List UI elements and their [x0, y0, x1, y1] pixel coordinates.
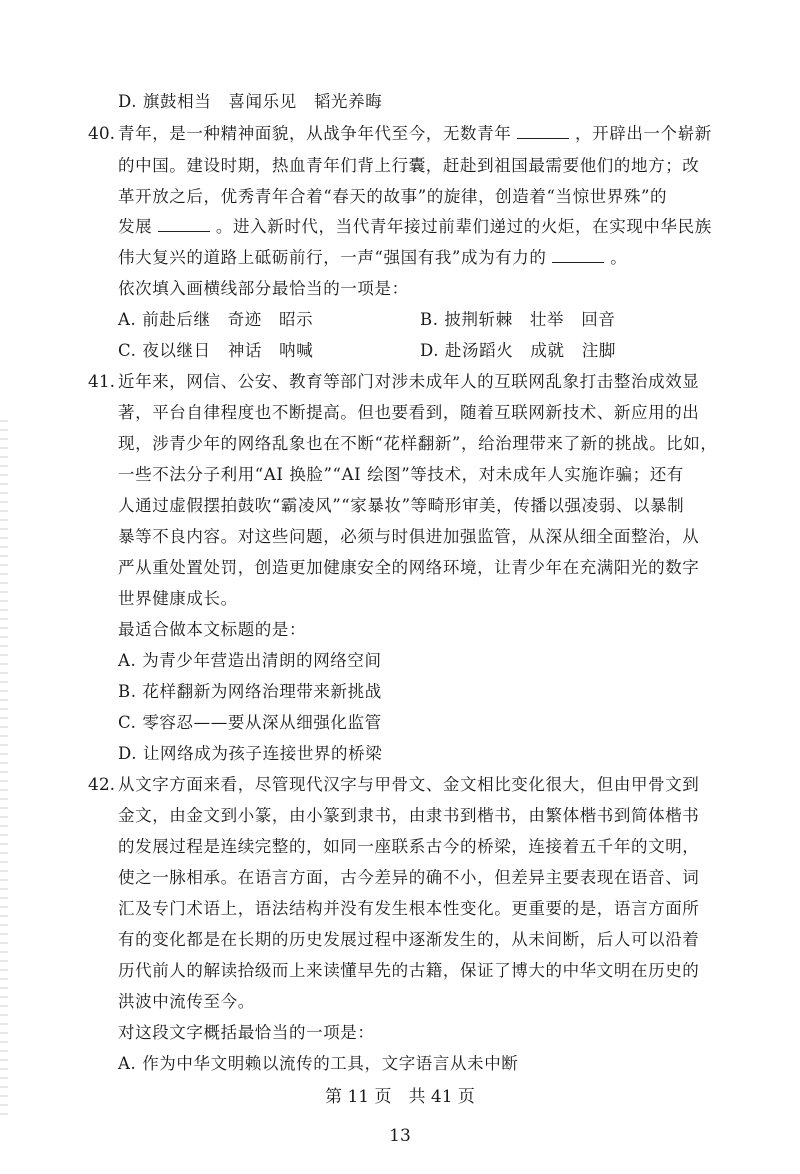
q42-prompt: 对这段文字概括最恰当的一项是： [118, 1023, 375, 1042]
q42-line: 使之一脉相承。在语言方面，古今差异的确不小，但差异主要表现在语音、词 [118, 868, 700, 887]
q42-line: 从文字方面来看，尽管现代汉字与甲骨文、金文相比变化很大，但由甲骨文到 [118, 775, 700, 794]
q41-option-d: D. 让网络成为孩子连接世界的桥梁 [118, 744, 383, 763]
q42-line: 的发展过程是连续完整的，如同一座联系古今的桥梁，连接着五千年的文明， [118, 837, 700, 856]
page-number: 13 [389, 1126, 411, 1146]
q41-option-c: C. 零容忍——要从深从细强化监管 [118, 713, 382, 732]
q40-line-1 [118, 124, 712, 144]
q41-line: 人通过虚假摆拍鼓吹“霸凌风”“家暴妆”等畸形审美，传播以强凌弱、以暴制 [118, 496, 685, 515]
q41-line: 一些不法分子利用“AI 换脸”“AI 绘图”等技术，对未成年人实施诈骗；还有 [118, 465, 684, 484]
q40-option-c: C. 夜以继日 神话 呐喊 [118, 341, 314, 360]
q41-line: 现，涉青少年的网络乱象也在不断“花样翻新”，给治理带来了新的挑战。比如， [118, 434, 718, 453]
q42-number: 42. [88, 775, 116, 795]
q40-line-4-part-b: 。进入新时代，当代青年接过前辈们递过的火炬，在实现中华民族 [215, 217, 712, 236]
q40-blank-1 [517, 124, 569, 139]
q42-line: 汇及专门术语上，语法结构并没有发生根本性变化。更重要的是，语言方面所 [118, 899, 700, 918]
q40-line-2: 的中国。建设时期，热血青年们背上行囊，赶赴到祖国最需要他们的地方；改 [118, 156, 700, 175]
q41-number: 41. [88, 372, 116, 392]
q40-line-5-part-b: 。 [610, 248, 628, 267]
q40-option-a: A. 前赴后继 奇迹 昭示 [118, 310, 314, 329]
page-label: 第 11 页 共 41 页 [325, 1087, 475, 1107]
q42-option-a: A. 作为中华文明赖以流传的工具，文字语言从未中断 [118, 1054, 519, 1073]
q40-number: 40. [88, 124, 116, 144]
q42-line: 历代前人的解读拾级而上来读懂早先的古籍，保证了博大的中华文明在历史的 [118, 961, 700, 980]
q42-line: 金文，由金文到小篆，由小篆到隶书，由隶书到楷书，由繁体楷书到简体楷书 [118, 806, 700, 825]
q41-line: 世界健康成长。 [118, 589, 238, 608]
q40-line-5-part-a: 伟大复兴的道路上砥砺前行，一声“强国有我”成为有力的 [118, 248, 547, 267]
q40-line-4 [118, 217, 712, 237]
q42-line: 有的变化都是在长期的历史发展过程中逐渐发生的，从未间断，后人可以沿着 [118, 930, 700, 949]
q40-line-4-part-a: 发展 [118, 217, 153, 236]
q40-line-1-part-a: 青年，是一种精神面貌，从战争年代至今，无数青年 [118, 124, 512, 143]
q41-option-a: A. 为青少年营造出清朗的网络空间 [118, 651, 382, 670]
q40-prompt: 依次填入画横线部分最恰当的一项是： [118, 279, 409, 298]
q41-option-b: B. 花样翻新为网络治理带来新挑战 [118, 682, 382, 701]
binding-margin-marks [0, 420, 8, 1120]
q42-line: 洪波中流传至今。 [118, 992, 255, 1011]
q40-line-5 [118, 248, 627, 268]
q40-line-1-part-b: ，开辟出一个崭新 [575, 124, 712, 143]
q41-prompt: 最适合做本文标题的是： [118, 620, 307, 639]
q40-blank-2 [158, 217, 210, 232]
q39-option-d: D. 旗鼓相当 喜闻乐见 韬光养晦 [118, 92, 383, 111]
q41-line: 近年来，网信、公安、教育等部门对涉未成年人的互联网乱象打击整治成效显 [118, 372, 700, 391]
q41-line: 严从重处置处罚，创造更加健康安全的网络环境，让青少年在充满阳光的数字 [118, 558, 700, 577]
q40-option-d: D. 赴汤蹈火 成就 注脚 [420, 341, 616, 360]
q40-option-b: B. 披荆斩棘 壮举 回音 [420, 310, 616, 329]
q40-line-3: 革开放之后，优秀青年合着“春天的故事”的旋律，创造着“当惊世界殊”的 [118, 187, 668, 206]
q41-line: 著，平台自律程度也不断提高。但也要看到，随着互联网新技术、新应用的出 [118, 403, 700, 422]
q41-line: 暴等不良内容。对这些问题，必须与时俱进加强监管，从深从细全面整治，从 [118, 527, 700, 546]
q40-blank-3 [552, 248, 604, 263]
